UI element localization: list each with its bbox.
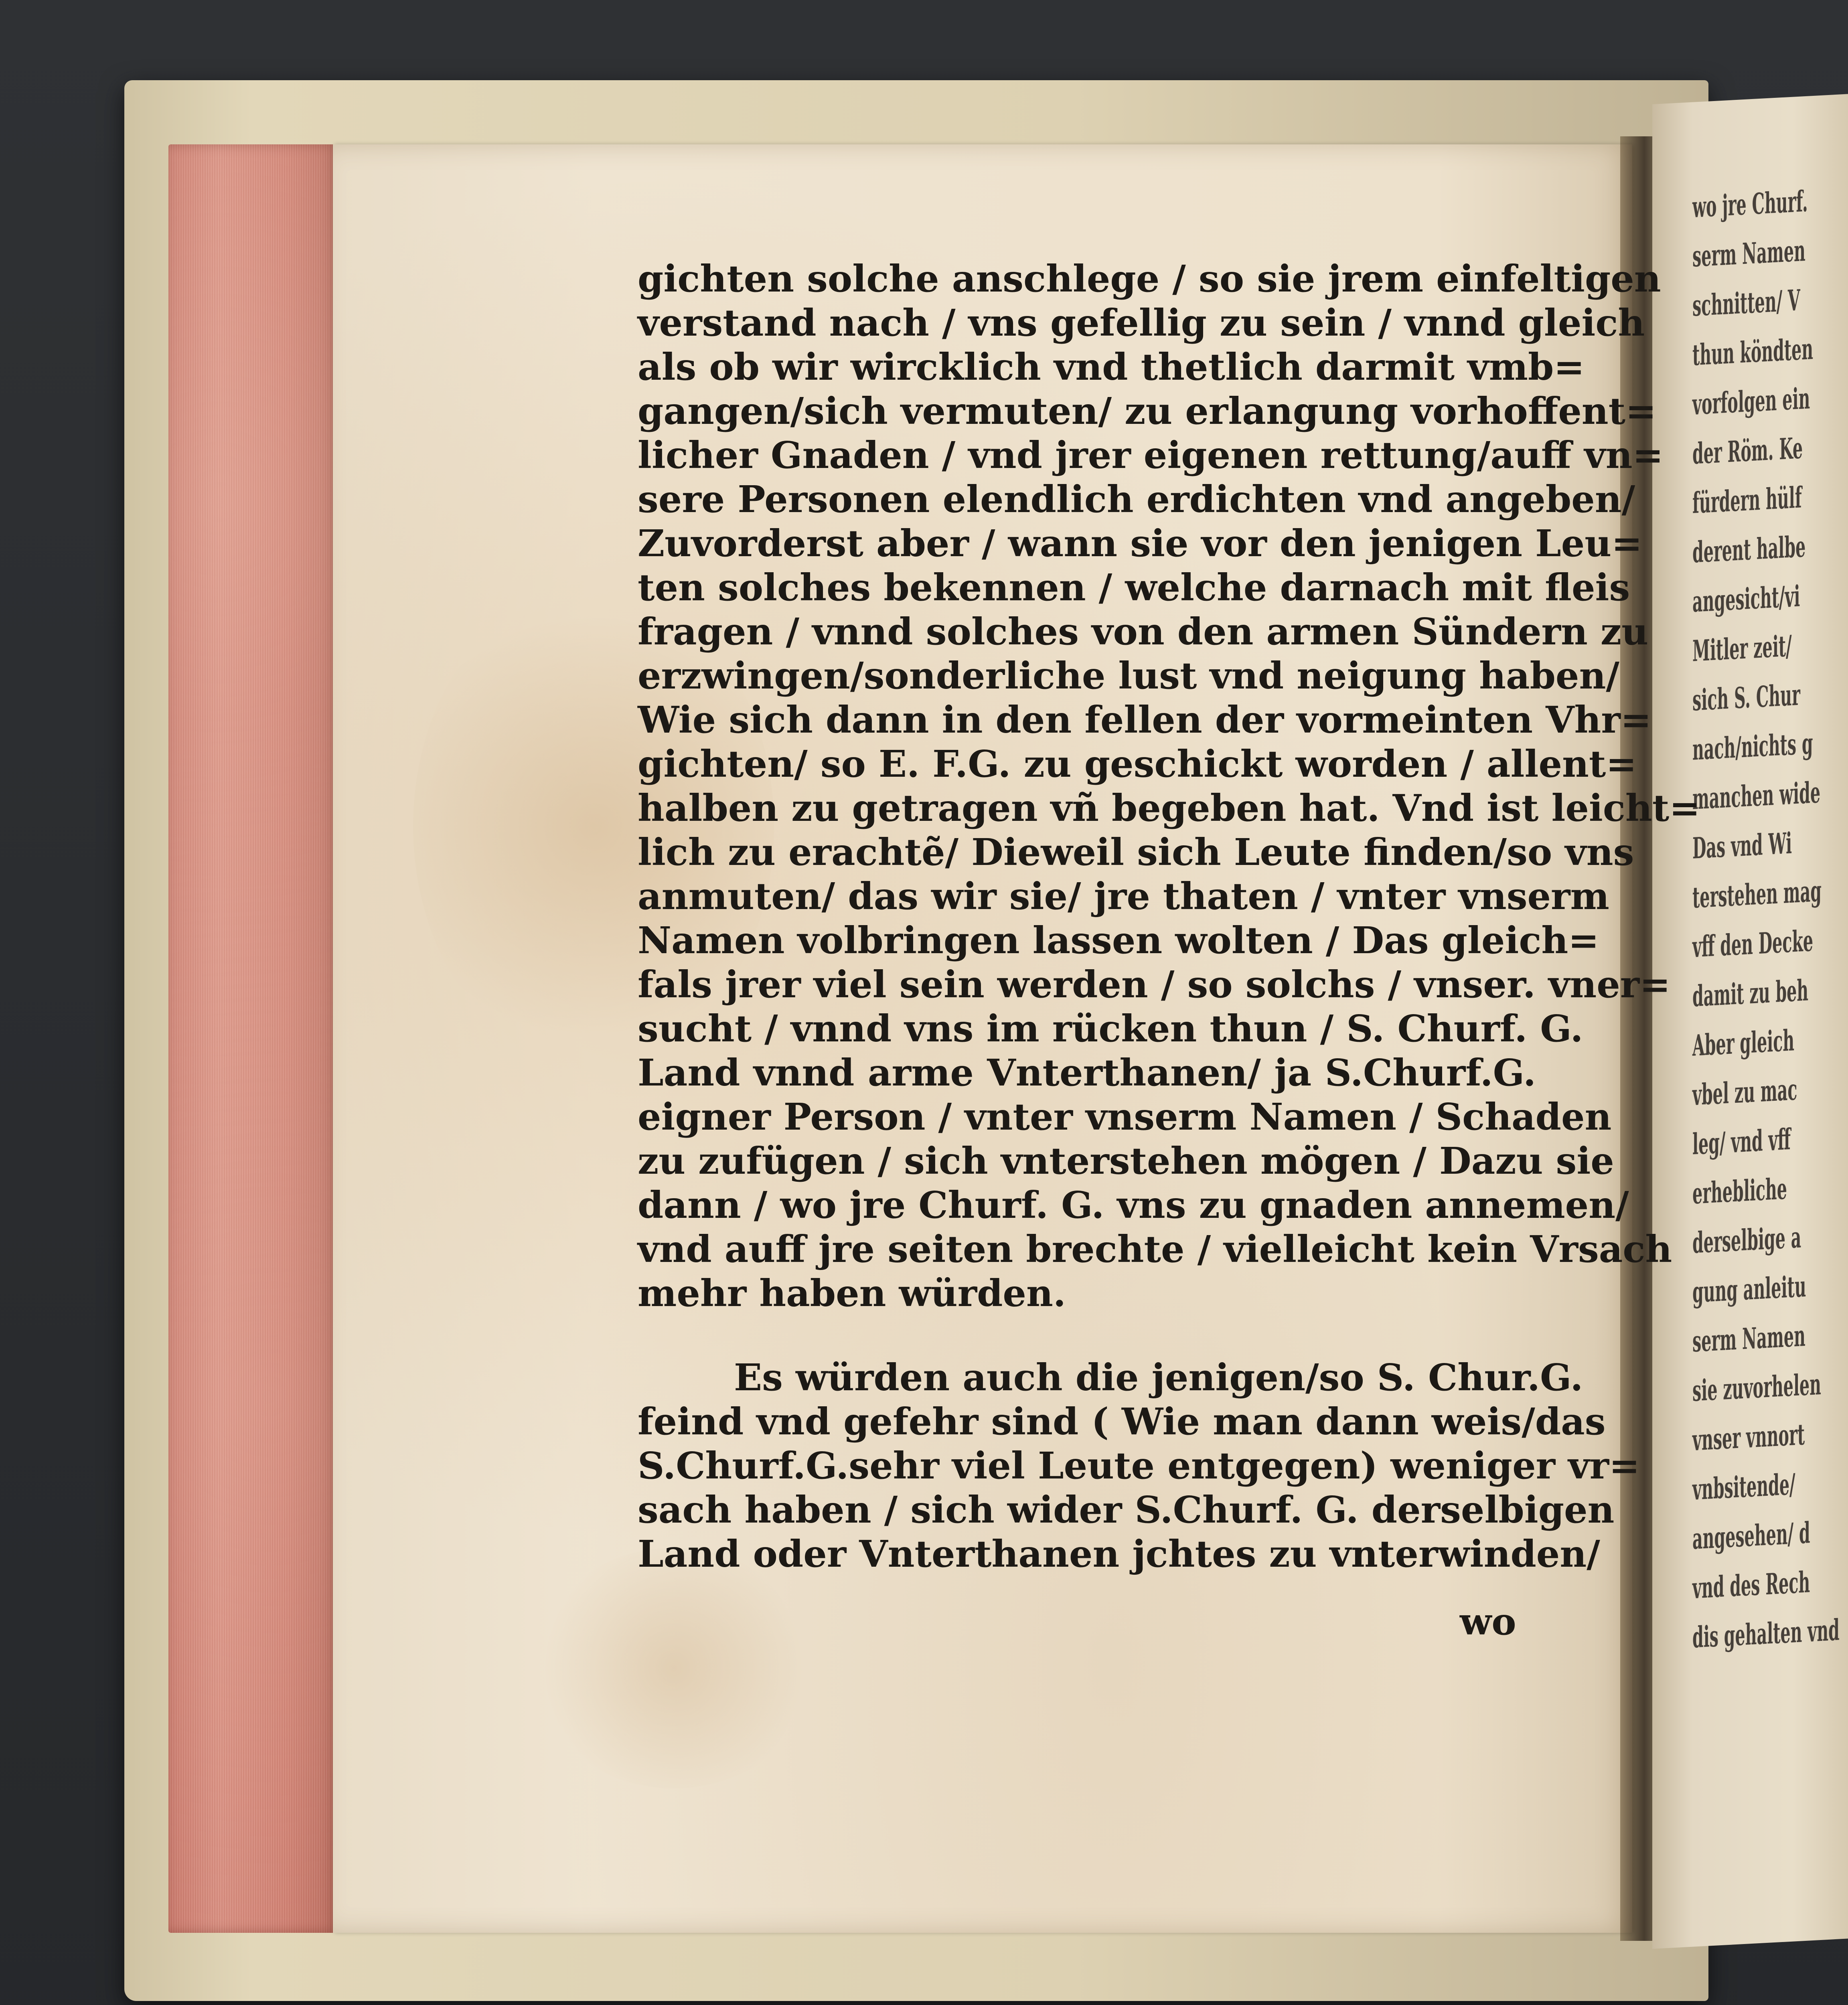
text-line: halben zu getragen vñ begeben hat. Vnd ist leicht= bbox=[638, 786, 1536, 830]
catchword: wo bbox=[1460, 1600, 1516, 1643]
text-line: mehr haben würden. bbox=[638, 1271, 1536, 1315]
right-page-line: erhebliche bbox=[1692, 1165, 1776, 1218]
right-page-line: vff den Decke bbox=[1692, 918, 1776, 972]
text-line: fragen / vnnd solches von den armen Sündern zu bbox=[638, 610, 1536, 654]
right-page-line: nach/nichts g bbox=[1692, 721, 1776, 774]
text-line: Land oder Vnterthanen jchtes zu vnterwinden/ bbox=[638, 1532, 1536, 1576]
right-page-line: manchen wide bbox=[1692, 770, 1776, 824]
right-page-line: angesicht/vi bbox=[1692, 573, 1776, 626]
right-page-line: vnser vnnort bbox=[1692, 1411, 1776, 1465]
right-page-line: Das vnd Wi bbox=[1692, 819, 1776, 873]
text-line: lich zu erachtẽ/ Dieweil sich Leute finden/so vns bbox=[638, 830, 1536, 874]
text-line: anmuten/ das wir sie/ jre thaten / vnter vnserm bbox=[638, 874, 1536, 918]
text-line: dann / wo jre Churf. G. vns zu gnaden annemen/ bbox=[638, 1183, 1536, 1227]
text-line: S.Churf.G.sehr viel Leute entgegen) weniger vr= bbox=[638, 1444, 1536, 1488]
right-page-line: vnd des Rech bbox=[1692, 1559, 1776, 1613]
text-line: gichten solche anschlege / so sie jrem einfeltigen bbox=[638, 257, 1536, 301]
right-page-line: vorfolgen ein bbox=[1692, 375, 1776, 429]
right-page-line: gung anleitu bbox=[1692, 1263, 1776, 1317]
text-line: sucht / vnnd vns im rücken thun / S. Churf. G. bbox=[638, 1007, 1536, 1051]
text-line: gichten/ so E. F.G. zu geschickt worden / allent= bbox=[638, 742, 1536, 786]
text-line: erzwingen/sonderliche lust vnd neigung haben/ bbox=[638, 654, 1536, 698]
text-line: Zuvorderst aber / wann sie vor den jenigen Leu= bbox=[638, 521, 1536, 565]
text-line: zu zufügen / sich vnterstehen mögen / Dazu sie bbox=[638, 1139, 1536, 1183]
right-page-line: fürdern hülf bbox=[1692, 474, 1776, 528]
right-page-line: damit zu beh bbox=[1692, 967, 1776, 1021]
right-page-line: dis gehalten vnd bbox=[1692, 1608, 1776, 1662]
right-page-line: derent halbe bbox=[1692, 523, 1776, 577]
right-page-line: derselbige a bbox=[1692, 1214, 1776, 1268]
text-line: feind vnd gefehr sind ( Wie man dann weis/das bbox=[638, 1399, 1536, 1444]
text-line: eigner Person / vnter vnserm Namen / Schaden bbox=[638, 1095, 1536, 1139]
right-page-line: serm Namen bbox=[1692, 227, 1776, 281]
text-line: sere Personen elendlich erdichten vnd angeben/ bbox=[638, 477, 1536, 521]
text-line: Namen volbringen lassen wolten / Das gleich= bbox=[638, 918, 1536, 962]
text-line: Land vnnd arme Vnterthanen/ ja S.Churf.G. bbox=[638, 1051, 1536, 1095]
text-line: ten solches bekennen / welche darnach mit fleis bbox=[638, 565, 1536, 610]
text-line: gangen/sich vermuten/ zu erlangung vorhoffent= bbox=[638, 389, 1536, 433]
text-line: verstand nach / vns gefellig zu sein / vnnd gleich bbox=[638, 301, 1536, 345]
right-page-line: angesehen/ d bbox=[1692, 1510, 1776, 1563]
right-page-line: leg/ vnd vff bbox=[1692, 1115, 1776, 1169]
text-line: sach haben / sich wider S.Churf. G. derselbigen bbox=[638, 1488, 1536, 1532]
right-page-line: wo jre Churf. bbox=[1692, 178, 1776, 232]
text-line: vnd auff jre seiten brechte / vielleicht kein Vrsach bbox=[638, 1227, 1536, 1271]
right-page-line: Mitler zeit/ bbox=[1692, 622, 1776, 676]
right-page-line: Aber gleich bbox=[1692, 1017, 1776, 1070]
right-page-line: terstehen mag bbox=[1692, 869, 1776, 922]
text-line: Es würden auch die jenigen/so S. Chur.G. bbox=[638, 1355, 1536, 1399]
right-page-line: serm Namen bbox=[1692, 1312, 1776, 1366]
text-line: fals jrer viel sein werden / so solchs / vnser. vner= bbox=[638, 962, 1536, 1007]
right-page-line: vnbsitende/ bbox=[1692, 1460, 1776, 1514]
text-line: licher Gnaden / vnd jrer eigenen rettung/auff vn= bbox=[638, 433, 1536, 477]
right-page-line: schnitten/ V bbox=[1692, 277, 1776, 330]
text-line: als ob wir wircklich vnd thetlich darmit vmb= bbox=[638, 345, 1536, 389]
right-page-line: der Röm. Ke bbox=[1692, 425, 1776, 478]
right-page-line: sich S. Chur bbox=[1692, 671, 1776, 725]
right-page-line: sie zuvorhelen bbox=[1692, 1362, 1776, 1416]
text-line: Wie sich dann in den fellen der vormeinten Vhr= bbox=[638, 698, 1536, 742]
right-page-line: thun köndten bbox=[1692, 326, 1776, 380]
right-page-line: vbel zu mac bbox=[1692, 1066, 1776, 1120]
